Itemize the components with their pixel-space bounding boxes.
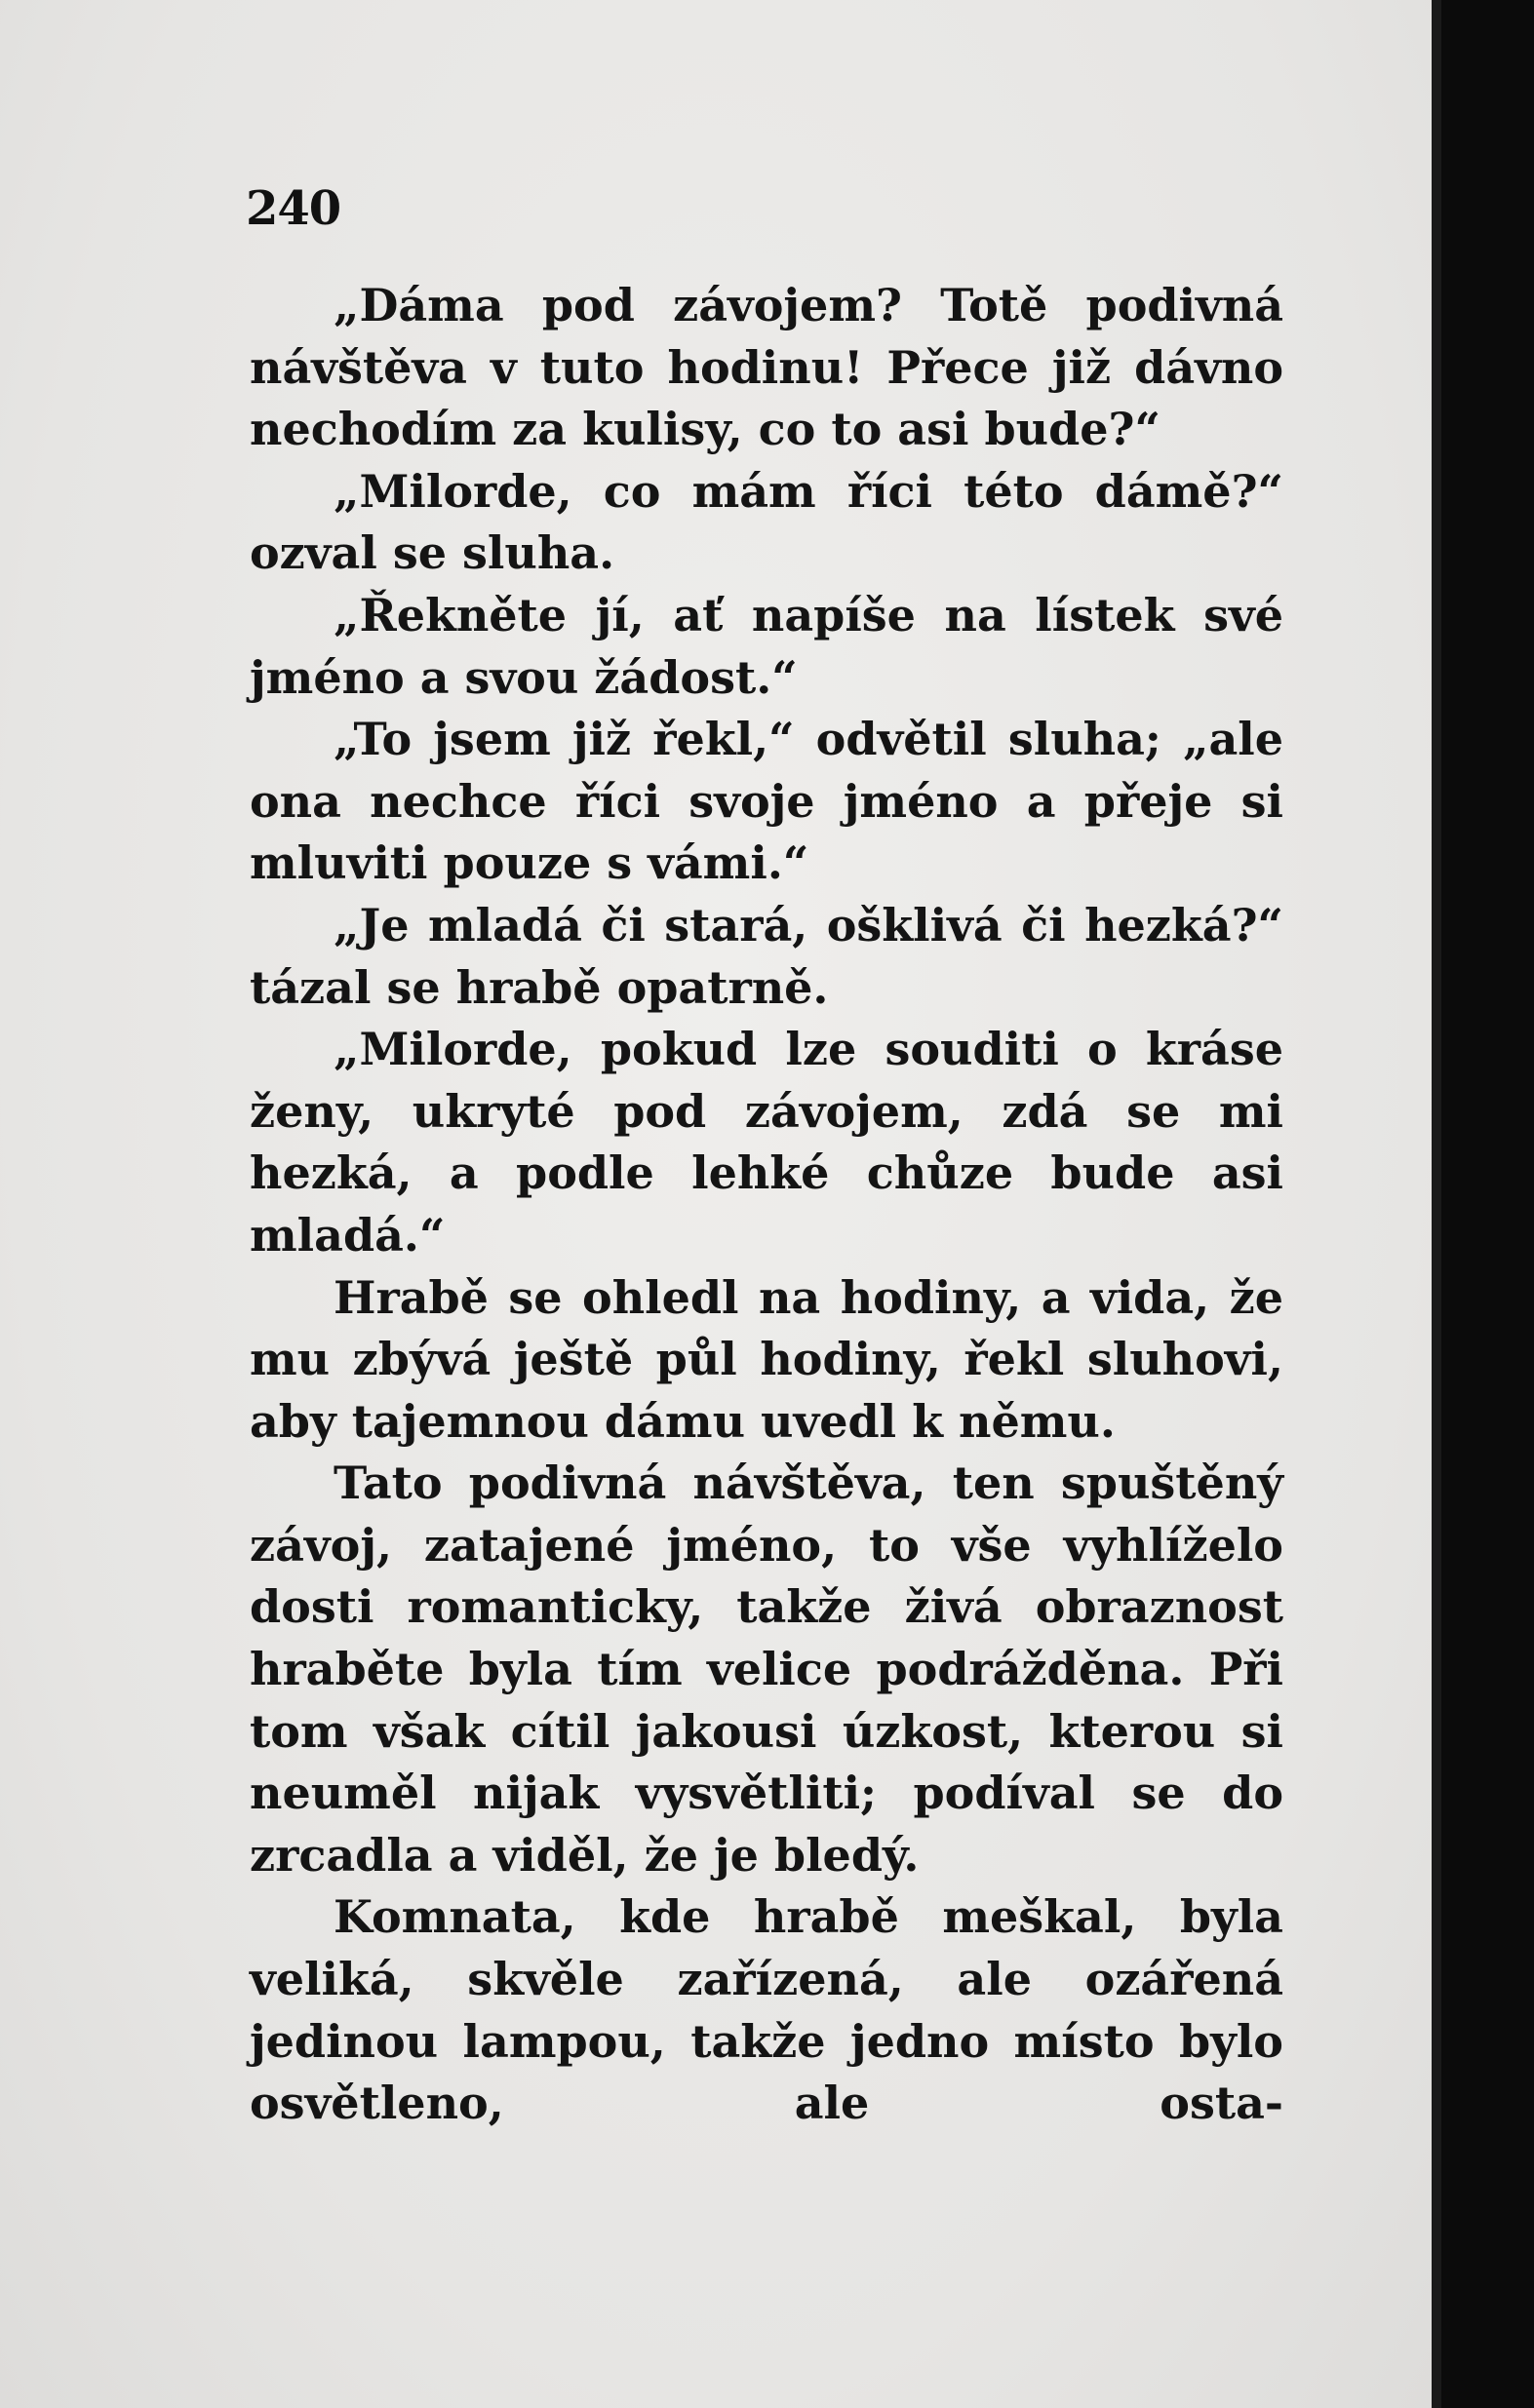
paragraph-3: „Řekněte jí, ať napíše na lístek své jméno a svou žádost.“ [250, 588, 1283, 704]
page-edge-divider [1432, 0, 1441, 2408]
paragraph-1: „Dáma pod závojem? Totě podivná návštěva v tuto hodinu! Přece již dávno nechodím za kulisy, co to asi bude?“ [250, 279, 1283, 456]
body-text [250, 275, 1283, 2135]
page-number: 240 [246, 181, 341, 236]
scan-background [1441, 0, 1534, 2408]
paragraph-8: Tato podivná návštěva, ten spuštěný závoj, zatajené jméno, to vše vyhlíželo dosti romanticky, takže živá obraznost hraběte byla tím velice podrážděna. Při tom však cítil jakousi úzkost, kterou si neuměl nijak vysvětliti; podíval se do zrcadla a viděl, že je bledý. [250, 1456, 1283, 1882]
paragraph-5: „Je mladá či stará, ošklivá či hezká?“ tázal se hrabě opatrně. [250, 898, 1283, 1014]
paragraph-9: Komnata, kde hrabě meškal, byla veliká, skvěle zařízená, ale ozářená jedinou lampou, takže jedno místo bylo osvětleno, ale osta- [250, 1890, 1283, 2130]
paragraph-6: „Milorde, pokud lze souditi o kráse ženy, ukryté pod závojem, zdá se mi hezká, a podle lehké chůze bude asi mladá.“ [250, 1023, 1283, 1262]
paragraph-4: „To jsem již řekl,“ odvětil sluha; „ale ona nechce říci svoje jméno a přeje si mluviti pouze s vámi.“ [250, 713, 1283, 890]
paragraph-7: Hrabě se ohledl na hodiny, a vida, že mu zbývá ještě půl hodiny, řekl sluhovi, aby tajemnou dámu uvedl k němu. [250, 1270, 1283, 1448]
paragraph-2: „Milorde, co mám říci této dámě?“ ozval se sluha. [250, 464, 1283, 580]
